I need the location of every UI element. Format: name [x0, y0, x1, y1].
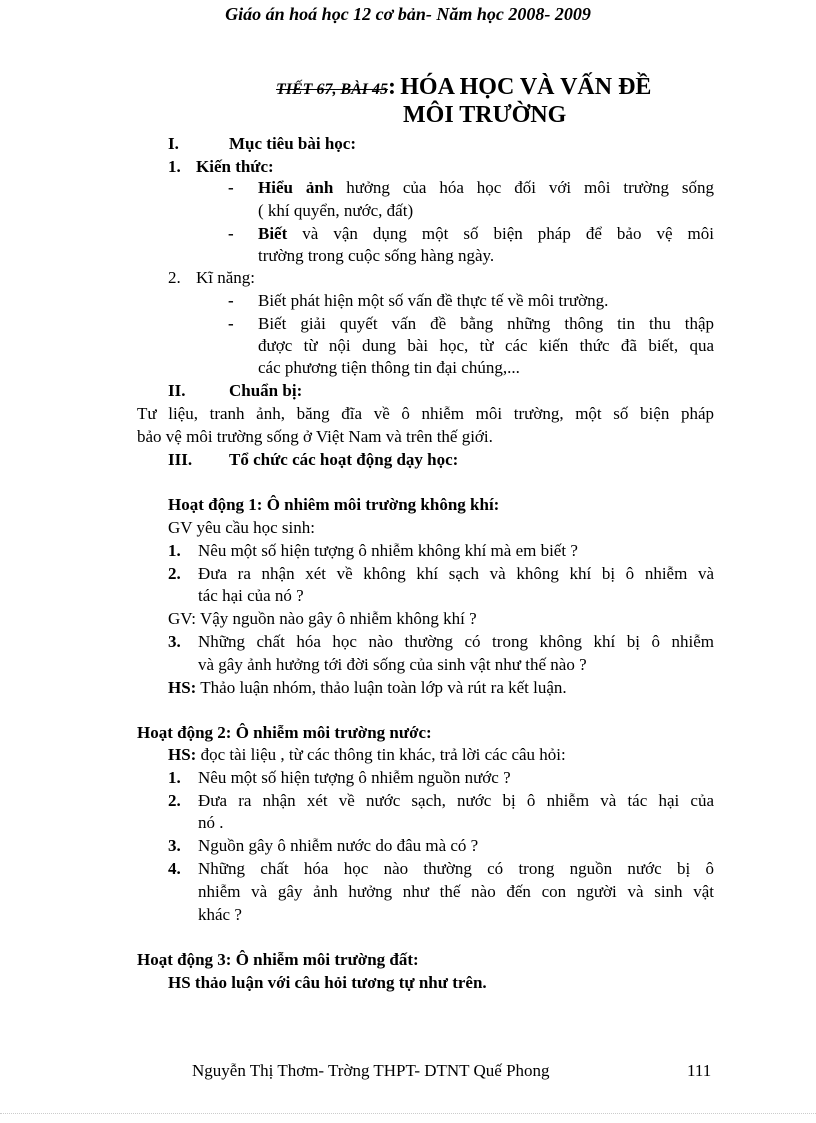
activity-1-hs-label: HS:: [168, 678, 197, 697]
activity-2-q3: Nguồn gây ô nhiễm nước do đâu mà có ?: [198, 836, 479, 855]
activity-1-q3-line1: Những chất hóa học nào thường có trong không khí bị ô nhiễm: [198, 632, 714, 651]
activity-2-q4-line3: khác ?: [198, 905, 242, 924]
bullet-dash: -: [228, 224, 234, 243]
bullet-dash: -: [228, 178, 234, 197]
activity-2-q2-line1: Đưa ra nhận xét về nước sạch, nước bị ô nhiễm và tác hại của: [198, 791, 714, 810]
question-number: 3.: [168, 836, 181, 855]
skills-number: 2.: [168, 268, 181, 287]
activity-1-hs: [168, 678, 567, 698]
section-1-heading: Mục tiêu bài học:: [229, 134, 357, 153]
question-number: 2.: [168, 791, 181, 810]
knowledge-item-1-text: hưởng của hóa học đối với môi trường sống: [333, 178, 714, 197]
title-colon: :: [388, 74, 397, 100]
knowledge-item-1-cont: ( khí quyển, nước, đất): [258, 201, 414, 220]
skills-item-2-line1: Biết giải quyết vấn đề bằng những thông tin thu thập: [258, 314, 714, 333]
bullet-dash: -: [228, 291, 234, 310]
activity-2-q1: Nêu một số hiện tượng ô nhiễm nguồn nước ?: [198, 768, 511, 787]
page-bottom-border: [0, 1113, 816, 1114]
activity-2-hs-text: đọc tài liệu , từ các thông tin khác, trả lời các câu hỏi:: [196, 745, 566, 764]
activity-3-hs: HS thảo luận với câu hỏi tương tự như trên.: [168, 973, 487, 992]
preparation-line2: bảo vệ môi trường sống ở Việt Nam và trên thế giới.: [137, 427, 493, 446]
title-text-1: HÓA HỌC VÀ VẤN ĐỀ: [400, 74, 652, 100]
page-header: Giáo án hoá học 12 cơ bản- Năm học 2008- 2009: [225, 4, 591, 24]
bullet-dash: -: [228, 314, 234, 333]
knowledge-item-2-cont: trường trong cuộc sống hàng ngày.: [258, 246, 495, 265]
skills-item-2-line3: các phương tiện thông tin đại chúng,...: [258, 358, 520, 377]
skills-item-1: Biết phát hiện một số vấn đề thực tế về môi trường.: [258, 291, 609, 310]
activity-1-q2-line1: Đưa ra nhận xét về không khí sạch và không khí bị ô nhiễm và: [198, 564, 714, 583]
question-number: 1.: [168, 541, 181, 560]
section-2-heading: Chuẩn bị:: [229, 381, 303, 400]
section-3-number: III.: [168, 450, 193, 469]
activity-1-q3-line2: và gây ảnh hưởng tới đời sống của sinh vật như thế nào ?: [198, 655, 587, 674]
knowledge-number: 1.: [168, 157, 181, 176]
activity-2-title: Hoạt động 2: Ô nhiễm môi trường nước:: [137, 723, 432, 742]
knowledge-item-2-text: và vận dụng một số biện pháp để bảo vệ môi: [287, 224, 714, 243]
question-number: 1.: [168, 768, 181, 787]
activity-2-hs: [168, 745, 566, 765]
activity-2-q2-line2: nó .: [198, 813, 224, 832]
skills-item-2-line2: được từ nội dung bài học, từ các kiến thức đã biết, qua: [258, 336, 714, 355]
activity-1-gv2: GV: Vậy nguồn nào gây ô nhiễm không khí ?: [168, 609, 477, 628]
section-2-number: II.: [168, 381, 186, 400]
question-number: 4.: [168, 859, 181, 878]
knowledge-item-2-bold: Biết: [258, 224, 288, 243]
knowledge-heading: Kiến thức:: [196, 157, 274, 176]
title-text-2: MÔI TRƯỜNG: [403, 102, 567, 128]
question-number: 3.: [168, 632, 181, 651]
activity-1-q1: Nêu một số hiện tượng ô nhiễm không khí mà em biết ?: [198, 541, 578, 560]
activity-1-title: Hoạt động 1: Ô nhiêm môi trường không khí:: [168, 495, 500, 514]
knowledge-item-1-bold: Hiểu ảnh: [258, 178, 334, 197]
question-number: 2.: [168, 564, 181, 583]
preparation-line1: Tư liệu, tranh ảnh, băng đĩa về ô nhiễm môi trường, một số biện pháp: [137, 404, 714, 423]
activity-2-q4-line1: Những chất hóa học nào thường có trong nguồn nước bị ô: [198, 859, 714, 878]
lesson-number: TIẾT 67, BÀI 45: [276, 81, 389, 98]
knowledge-item-2: [258, 224, 714, 244]
skills-heading: Kĩ năng:: [196, 268, 256, 287]
activity-2-q4-line2: nhiễm và gây ảnh hưởng như thế nào đến con người và sinh vật: [198, 882, 714, 901]
activity-3-title: Hoạt động 3: Ô nhiễm môi trường đất:: [137, 950, 419, 969]
lesson-title-line1: [276, 74, 651, 101]
section-1-number: I.: [168, 134, 179, 153]
knowledge-item-1: [258, 178, 714, 198]
page-number: 111: [687, 1061, 712, 1080]
activity-2-hs-label: HS:: [168, 745, 197, 764]
activity-1-q2-line2: tác hại của nó ?: [198, 586, 304, 605]
footer-author: Nguyễn Thị Thơm- Trờng THPT- DTNT Quế Phong: [192, 1061, 550, 1080]
section-3-heading: Tổ chức các hoạt động dạy học:: [229, 450, 459, 469]
activity-1-gv: GV yêu cầu học sinh:: [168, 518, 315, 537]
activity-1-hs-text: Thảo luận nhóm, thảo luận toàn lớp và rút ra kết luận.: [196, 678, 567, 697]
